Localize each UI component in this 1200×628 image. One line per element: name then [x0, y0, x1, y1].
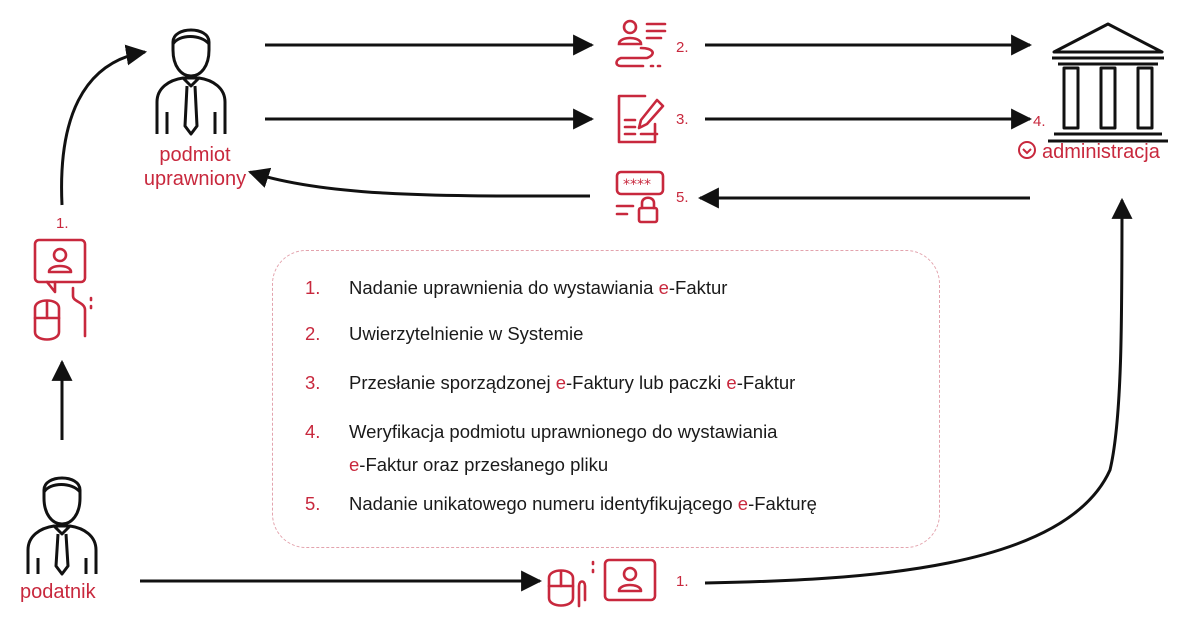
- step-marker-5: 5.: [676, 189, 689, 206]
- step-marker-1-bottom: 1.: [676, 573, 689, 590]
- step-number: 2.: [305, 323, 321, 344]
- step-text: Uwierzytelnienie w Systemie: [349, 323, 584, 344]
- step-marker-4: 4.: [1033, 113, 1046, 130]
- taxpayer-label: podatnik: [20, 581, 96, 603]
- profile-mouse-icon: [549, 560, 655, 606]
- step-marker-1-left: 1.: [56, 215, 69, 232]
- step-number: 3.: [305, 372, 321, 393]
- step-marker-2: 2.: [676, 39, 689, 56]
- step-number: 5.: [305, 493, 321, 514]
- password-lock-icon: [617, 172, 663, 222]
- step-text: Nadanie uprawnienia do wystawiania e-Faktur: [349, 277, 728, 298]
- step-text: Weryfikacja podmiotu uprawnionego do wystawiania: [349, 421, 778, 442]
- authorized-entity-label-line1: podmiot: [159, 144, 231, 166]
- step-number: 1.: [305, 277, 321, 298]
- arrow-icon5-to-auth: [250, 172, 590, 196]
- step-number: 4.: [305, 421, 321, 442]
- authorized-entity-label-line2: uprawniony: [143, 168, 247, 190]
- step-marker-3: 3.: [676, 111, 689, 128]
- building-icon: [1048, 24, 1168, 141]
- administration-label: administracja: [1042, 141, 1160, 163]
- profile-mouse-icon: [35, 240, 91, 340]
- step-text: e-Faktur oraz przesłanego pliku: [349, 454, 609, 475]
- steps-legend-box: [272, 250, 940, 548]
- svg-text:****: ****: [623, 177, 651, 193]
- authorized-entity-label: [130, 143, 260, 191]
- person-icon: [157, 30, 225, 134]
- document-sign-icon: [619, 96, 663, 142]
- person-icon: [28, 478, 96, 574]
- check-circle-icon: [1019, 142, 1035, 158]
- step-text: Przesłanie sporządzonej e-Faktury lub paczki e-Faktur: [349, 372, 796, 393]
- user-list-icon: [617, 21, 666, 66]
- step-text: Nadanie unikatowego numeru identyfikującego e-Fakturę: [349, 493, 817, 514]
